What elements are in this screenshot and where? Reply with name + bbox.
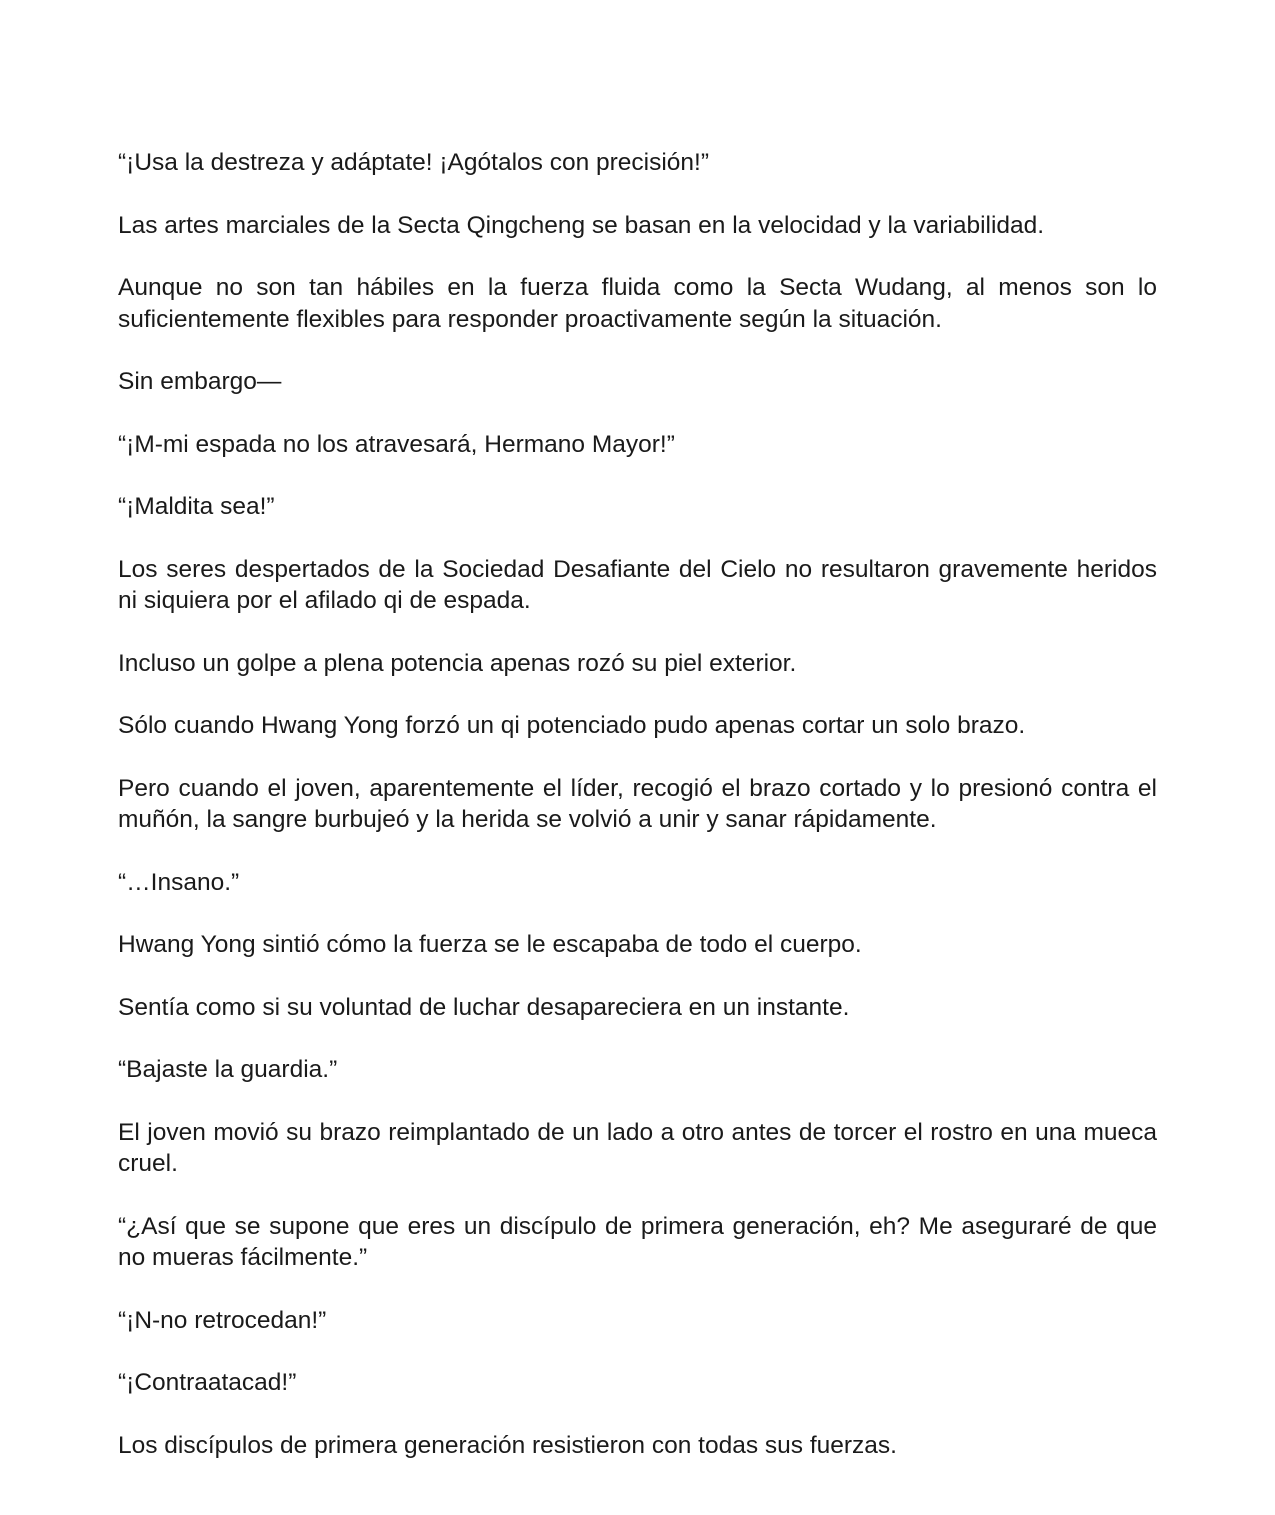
paragraph: Las artes marciales de la Secta Qingcheng se basan en la velocidad y la variabilidad. [118,211,1045,239]
paragraph: “¿Así que se supone que eres un discípulo de primera generación, eh? Me aseguraré de que no mueras fácilmente.” [118,1212,1157,1271]
paragraph: Aunque no son tan hábiles en la fuerza fluida como la Secta Wudang, al menos son lo suficientemente flexibles para responder proactivamente según la situación. [118,274,1157,333]
paragraph: Incluso un golpe a plena potencia apenas rozó su piel exterior. [118,649,797,677]
paragraph: Sin embargo— [118,368,282,395]
paragraph: “…Insano.” [118,868,240,896]
paragraph: “¡N-no retrocedan!” [118,1306,327,1334]
paragraph: “Bajaste la guardia.” [118,1056,338,1083]
document-page [118,147,1157,1492]
paragraph: Los discípulos de primera generación resistieron con todas sus fuerzas. [118,1431,897,1459]
paragraph: Sentía como si su voluntad de luchar desapareciera en un instante. [118,993,850,1021]
paragraph: Los seres despertados de la Sociedad Desafiante del Cielo no resultaron gravemente heridos ni siquiera por el afilado qi de espada. [118,555,1157,614]
paragraph: El joven movió su brazo reimplantado de un lado a otro antes de torcer el rostro en una mueca cruel. [118,1118,1157,1177]
paragraph: “¡Maldita sea!” [118,493,275,520]
paragraph: Sólo cuando Hwang Yong forzó un qi potenciado pudo apenas cortar un solo brazo. [118,712,1026,739]
paragraph: Pero cuando el joven, aparentemente el líder, recogió el brazo cortado y lo presionó contra el muñón, la sangre burbujeó y la herida se volvió a unir y sanar rápidamente. [118,774,1157,833]
paragraph: “¡Usa la destreza y adáptate! ¡Agótalos con precisión!” [118,149,710,176]
paragraph: “¡Contraatacad!” [118,1369,297,1396]
paragraph: “¡M-mi espada no los atravesará, Hermano Mayor!” [118,430,675,458]
paragraph: Hwang Yong sintió cómo la fuerza se le escapaba de todo el cuerpo. [118,931,862,958]
